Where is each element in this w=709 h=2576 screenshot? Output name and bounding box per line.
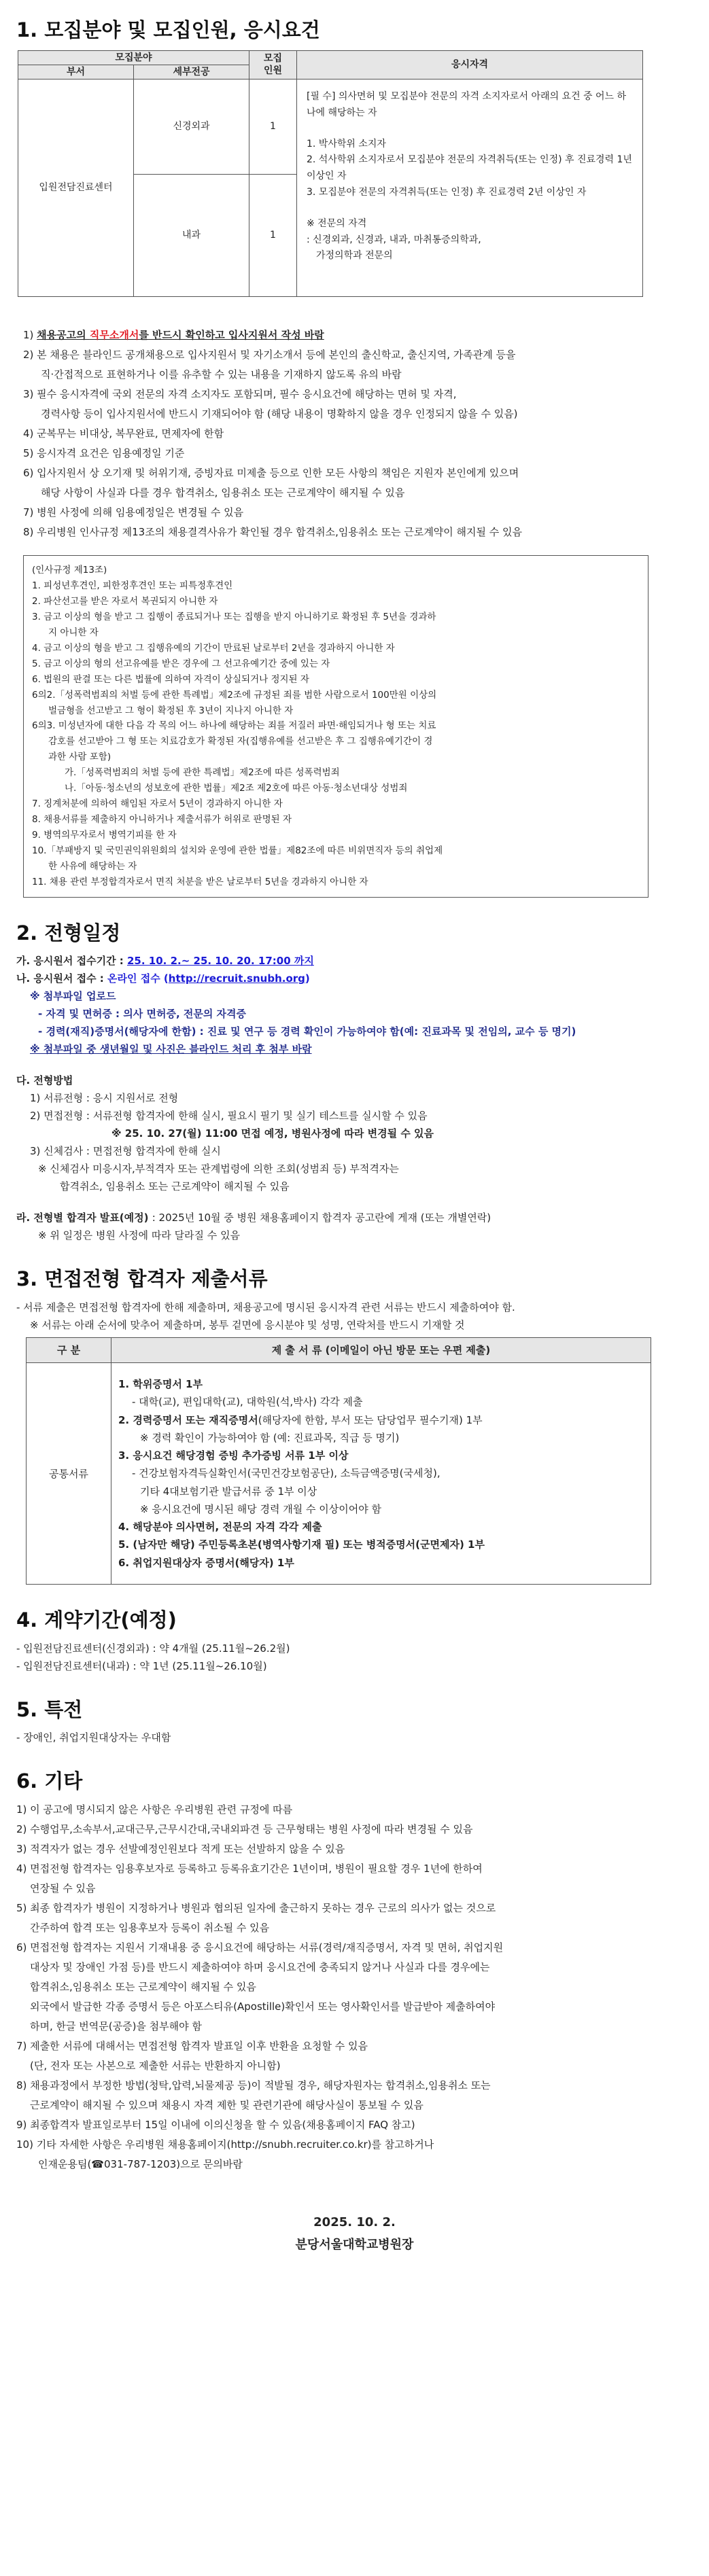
hospital-name: 분당서울대학교병원장 xyxy=(295,2237,414,2252)
disqualification-line: 나.「아동·청소년의 성보호에 관한 법률」제2조 제2호에 따른 아동·청소년대상 성범죄 xyxy=(65,783,408,794)
etc-item: 1) 이 공고에 명시되지 않은 사항은 우리병원 관련 규정에 따름 xyxy=(16,1803,293,1816)
contract-line: - 입원전담진료센터(신경외과) : 약 4개월 (25.11월~26.2월) xyxy=(16,1642,290,1655)
announcement-text: : 2025년 10월 중 병원 채용홈페이지 합격자 공고란에 게재 (또는 개별연락) xyxy=(152,1212,491,1224)
subspecialty-cell: 내과 xyxy=(134,175,249,297)
qual-line: 2. 석사학위 소지자로서 모집분야 전문의 자격취득(또는 인정) 후 진료경력 1년 이상인 자 xyxy=(307,154,632,182)
note-2-cont: 직·간접적으로 표현하거나 이를 유추할 수 있는 내용을 기재하지 않도록 유의 바람 xyxy=(41,368,402,381)
documents-cell xyxy=(111,1363,651,1585)
etc-item: 10) 기타 자세한 사항은 우리병원 채용홈페이지(http://snubh.recruiter.co.kr)를 참고하거나 xyxy=(16,2138,434,2151)
section-4-title: 4. 계약기간(예정) xyxy=(16,1608,177,1631)
etc-item-cont: 근로계약이 해지될 수 있으며 채용시 자격 제한 및 관련기관에 해당사실이 통보될 수 있음 xyxy=(30,2098,423,2111)
note-text: 채용공고의 xyxy=(37,329,90,342)
note-6-cont: 해당 사항이 사실과 다를 경우 합격취소, 임용취소 또는 근로계약이 해지될 수 있음 xyxy=(41,487,405,499)
doc-item: 1. 학위증명서 1부 xyxy=(118,1378,203,1391)
upload-item: - 경력(재직)증명서(해당자에 한함) : 진료 및 연구 등 경력 확인이 가능하여야 함(예: 진료과목 및 전임의, 교수 등 명기) xyxy=(38,1025,576,1038)
disqualification-line: 3. 금고 이상의 형을 받고 그 집행이 종료되거나 또는 집행을 받지 아니하기로 확정된 후 5년을 경과하 xyxy=(32,611,436,622)
disqualification-line: 5. 금고 이상의 형의 선고유예를 받은 경우에 그 선고유예기간 중에 있는 자 xyxy=(32,658,330,669)
method-item: 2) 면접전형 : 서류전형 합격자에 한해 실시, 필요시 필기 및 실기 테스트를 실시할 수 있음 xyxy=(30,1110,428,1123)
etc-item-cont: 외국에서 발급한 각종 증명서 등은 아포스티유(Apostille)확인서 또는 영사확인서를 발급받아 제출하여야 xyxy=(30,2000,496,2013)
disqualification-line: 11. 채용 관련 부정합격자로서 면직 처분을 받은 날로부터 5년을 경과하지 아니한 자 xyxy=(32,876,368,887)
disqualification-line: 6의2.「성폭력범죄의 처벌 등에 관한 특례법」제2조에 규정된 죄를 범한 사람으로서 100만원 이상의 xyxy=(32,689,437,701)
header-field: 모집분야 xyxy=(18,50,249,65)
section-recruitment-fields xyxy=(16,18,693,898)
disqualification-line: 한 사유에 해당하는 자 xyxy=(48,860,137,872)
disqualification-line: 감호를 선고받아 그 형 또는 치료감호가 확정된 자(집행유예를 선고받은 후 그 집행유예기간이 경 xyxy=(48,736,433,747)
section-6-title: 6. 기타 xyxy=(16,1769,83,1793)
qualification-cell xyxy=(297,80,643,297)
method-item: 1) 서류전형 : 응시 지원서로 전형 xyxy=(30,1092,179,1105)
etc-item-cont: (단, 전자 또는 사본으로 제출한 서류는 반환하지 아니함) xyxy=(30,2059,281,2072)
header-subspecialty: 세부전공 xyxy=(134,65,249,79)
upload-title: ※ 첨부파일 업로드 xyxy=(30,990,116,1003)
benefit-line: - 장애인, 취업지원대상자는 우대함 xyxy=(16,1731,171,1744)
etc-item-cont: 연장될 수 있음 xyxy=(30,1882,96,1894)
disqualification-line: 8. 채용서류를 제출하지 아니하거나 제출서류가 허위로 판명된 자 xyxy=(32,814,292,826)
recruitment-table xyxy=(18,50,643,297)
section-benefits xyxy=(16,1697,693,1746)
recruit-link[interactable]: http://recruit.snubh.org xyxy=(168,972,305,985)
disqualification-box xyxy=(23,555,649,898)
method-label: 다. 전형방법 xyxy=(16,1074,73,1087)
method-note: 합격취소, 임용취소 또는 근로계약이 해지될 수 있음 xyxy=(60,1180,290,1193)
documents-intro-note: ※ 서류는 아래 순서에 맞추어 제출하며, 봉투 겉면에 응시분야 및 성명, 연락처를 반드시 기재할 것 xyxy=(30,1319,465,1332)
note-6: 6) 입사지원서 상 오기재 및 허위기재, 증빙자료 미제출 등으로 인한 모든 사항의 책임은 지원자 본인에게 있으며 xyxy=(23,467,519,480)
header-qualification: 응시자격 xyxy=(297,50,643,79)
count-cell: 1 xyxy=(249,175,297,297)
notice-date: 2025. 10. 2. xyxy=(313,2215,396,2229)
disqualification-line: 1. 피성년후견인, 피한정후견인 또는 피특정후견인 xyxy=(32,580,233,591)
doc-detail: ※ 응시요건에 명시된 해당 경력 개월 수 이상이어야 함 xyxy=(140,1502,382,1515)
doc-detail: - 대학(교), 편입대학(교), 대학원(석,박사) 각각 제출 xyxy=(132,1396,363,1409)
section-1-title: 1. 모집분야 및 모집인원, 응시요건 xyxy=(16,18,320,41)
etc-item: 5) 최종 합격자가 병원이 지정하거나 병원과 협의된 일자에 출근하지 못하는 경우 근로의 의사가 없는 것으로 xyxy=(16,1901,496,1914)
subspecialty-cell: 신경외과 xyxy=(134,80,249,175)
note-1 xyxy=(23,327,693,343)
doc-item-rest: (해당자에 한함, 부서 또는 담당업무 필수기재) 1부 xyxy=(258,1413,483,1426)
doc-item: 4. 해당분야 의사면허, 전문의 자격 각각 제출 xyxy=(118,1521,322,1534)
section-5-title: 5. 특전 xyxy=(16,1697,83,1721)
disqualification-line: 9. 병역의무자로서 병역기피를 한 자 xyxy=(32,830,177,841)
disqualification-line: 가.「성폭력범죄의 처벌 등에 관한 특례법」제2조에 따른 성폭력범죄 xyxy=(65,767,340,779)
announcement xyxy=(16,1210,693,1226)
header-documents: 제 출 서 류 (이메일이 아닌 방문 또는 우편 제출) xyxy=(111,1338,651,1363)
doc-item: 6. 취업지원대상자 증명서(해당자) 1부 xyxy=(118,1556,294,1569)
application-notes xyxy=(16,327,693,540)
header-count: 모집 인원 xyxy=(249,50,297,79)
label: 나. 응시원서 접수 : xyxy=(16,972,108,985)
etc-item-cont: 합격취소,임용취소 또는 근로계약이 해지될 수 있음 xyxy=(30,1980,256,1993)
documents-table xyxy=(26,1337,651,1585)
etc-item: 9) 최종합격자 발표일로부터 15일 이내에 이의신청을 할 수 있음(채용홈페이지 FAQ 참고) xyxy=(16,2118,415,2131)
header-dept: 부서 xyxy=(18,65,134,79)
note-3-cont: 경력사항 등이 입사지원서에 반드시 기재되어야 함 (해당 내용이 명확하지 않을 경우 인정되지 않을 수 있음) xyxy=(41,408,518,421)
application-period xyxy=(16,953,693,969)
disqualification-line: 4. 금고 이상의 형을 받고 그 집행유예의 기간이 만료된 날로부터 2년을 경과하지 아니한 자 xyxy=(32,642,395,654)
note-number: 1) xyxy=(23,329,37,342)
section-etc xyxy=(16,1769,693,2172)
disqualification-line: (인사규정 제13조) xyxy=(32,565,107,576)
doc-item: 5. (남자만 해당) 주민등록초본(병역사항기재 필) 또는 병적증명서(군면제자) 1부 xyxy=(118,1538,485,1551)
disqualification-line: 벌금형을 선고받고 그 형이 확정된 후 3년이 지나지 아니한 자 xyxy=(48,705,294,716)
note-text xyxy=(37,329,324,341)
disqualification-line: 6의3. 미성년자에 대한 다음 각 목의 어느 하나에 해당하는 죄를 저질러 파면·해임되거나 형 또는 치료 xyxy=(32,720,436,732)
etc-item-cont: 하며, 한글 번역문(공증)을 첨부해야 함 xyxy=(30,2019,202,2032)
doc-item-bold: 2. 경력증명서 또는 재직증명서 xyxy=(118,1413,258,1426)
qual-line: : 신경외과, 신경과, 내과, 마취통증의학과, xyxy=(307,234,481,245)
section-documents xyxy=(16,1267,693,1584)
contract-line: - 입원전담진료센터(내과) : 약 1년 (25.11월~26.10월) xyxy=(16,1659,267,1672)
doc-detail: - 건강보험자격득실확인서(국민건강보험공단), 소득금액증명(국세청), xyxy=(132,1467,440,1480)
header-division: 구 분 xyxy=(27,1338,111,1363)
etc-item: 3) 적격자가 없는 경우 선발예정인원보다 적게 또는 선발하지 않을 수 있음 xyxy=(16,1842,345,1855)
note-8: 8) 우리병원 인사규정 제13조의 채용결격사유가 확인될 경우 합격취소,임용취소 또는 근로계약이 해지될 수 있음 xyxy=(23,526,523,539)
note-4: 4) 군복무는 비대상, 복무완료, 면제자에 한함 xyxy=(23,427,224,440)
etc-item: 6) 면접전형 합격자는 지원서 기재내용 중 응시요건에 해당하는 서류(경력/재직증명서, 자격 및 면허, 취업지원 xyxy=(16,1941,504,1954)
doc-detail: 기타 4대보험기관 발급서류 중 1부 이상 xyxy=(140,1485,317,1498)
etc-item: 4) 면접전형 합격자는 임용후보자로 등록하고 등록유효기간은 1년이며, 병원이 필요할 경우 1년에 한하여 xyxy=(16,1862,483,1875)
upload-note: ※ 첨부파일 중 생년월일 및 사진은 블라인드 처리 후 첨부 바람 xyxy=(30,1043,312,1056)
qual-line: 가정의학과 전문의 xyxy=(316,250,393,262)
qual-line: [필 수] 의사면허 및 모집분야 전문의 자격 소지자로서 아래의 요건 중 어느 하나에 해당하는 자 xyxy=(307,91,627,118)
disqualification-line: 과한 사람 포함) xyxy=(48,752,111,763)
disqualification-line: 2. 파산선고를 받은 자로서 복권되지 아니한 자 xyxy=(32,595,218,607)
etc-item-cont: 대상자 및 장애인 가점 등)를 반드시 제출하여야 하며 응시요건에 충족되지 않거나 사실과 다를 경우에는 xyxy=(30,1960,490,1973)
label: 라. 전형별 합격자 발표(예정) xyxy=(16,1212,152,1224)
section-contract xyxy=(16,1608,693,1674)
category-cell: 공통서류 xyxy=(27,1363,111,1585)
qual-line: ※ 전문의 자격 xyxy=(307,217,367,229)
etc-item-cont: 간주하여 합격 또는 임용후보자 등록이 취소될 수 있음 xyxy=(30,1921,270,1934)
note-text: 를 반드시 확인하고 입사지원서 작성 바람 xyxy=(139,329,324,342)
note-2: 2) 본 채용은 블라인드 공개채용으로 입사지원서 및 자기소개서 등에 본인의 출신학교, 출신지역, 가족관계 등을 xyxy=(23,349,516,361)
qual-line: 1. 박사학위 소지자 xyxy=(307,138,386,149)
announcement-note: ※ 위 일정은 병원 사정에 따라 달라질 수 있음 xyxy=(38,1229,241,1242)
etc-item: 2) 수행업무,소속부서,교대근무,근무시간대,국내외파견 등 근무형태는 병원 사정에 따라 변경될 수 있음 xyxy=(16,1822,473,1835)
note-5: 5) 응시자격 요건은 임용예정일 기준 xyxy=(23,447,185,460)
label: 가. 응시원서 접수기간 : xyxy=(16,955,127,968)
qual-line: 3. 모집분야 전문의 자격취득(또는 인정) 후 진료경력 2년 이상인 자 xyxy=(307,187,587,198)
method-close: ) xyxy=(305,972,310,985)
note-7: 7) 병원 사정에 의해 임용예정일은 변경될 수 있음 xyxy=(23,506,244,519)
etc-item-cont: 인재운용팀(☎031-787-1203)으로 문의바람 xyxy=(38,2157,243,2170)
note-3: 3) 필수 응시자격에 국외 전문의 자격 소지자도 포함되며, 필수 응시요건에 해당하는 면허 및 자격, xyxy=(23,388,457,401)
method-note: ※ 신체검사 미응시자,부적격자 또는 관계법령에 의한 조회(성범죄 등) 부적격자는 xyxy=(38,1163,399,1176)
method-item: 3) 신체검사 : 면접전형 합격자에 한해 실시 xyxy=(30,1145,221,1158)
interview-note: ※ 25. 10. 27(월) 11:00 면접 예정, 병원사정에 따라 변경될 수 있음 xyxy=(111,1127,434,1140)
disqualification-line: 10.「부패방지 및 국민권익위원회의 설치와 운영에 관한 법률」제82조에 따른 비위면직자 등의 취업제 xyxy=(32,845,443,856)
doc-item: 3. 응시요건 해당경험 증빙 추가증빙 서류 1부 이상 xyxy=(118,1449,349,1462)
disqualification-line: 지 아니한 자 xyxy=(48,627,99,638)
notice-footer xyxy=(16,2213,693,2255)
disqualification-line: 6. 법원의 판결 또는 다른 법률에 의하여 자격이 상실되거나 정지된 자 xyxy=(32,673,309,685)
section-2-title: 2. 전형일정 xyxy=(16,921,121,945)
dept-cell: 입원전담진료센터 xyxy=(18,80,134,297)
count-cell: 1 xyxy=(249,80,297,175)
section-3-title: 3. 면접전형 합격자 제출서류 xyxy=(16,1267,268,1291)
doc-item xyxy=(118,1411,644,1429)
disqualification-line: 7. 징계처분에 의하여 해임된 자로서 5년이 경과하지 아니한 자 xyxy=(32,798,283,810)
application-method xyxy=(16,970,693,987)
etc-item: 8) 채용과정에서 부정한 방법(청탁,압력,뇌물제공 등)이 적발될 경우, 해당자원자는 합격취소,임용취소 또는 xyxy=(16,2079,491,2092)
period-value: 25. 10. 2.~ 25. 10. 20. 17:00 까지 xyxy=(127,955,314,968)
highlight-text: 직무소개서 xyxy=(89,329,139,342)
method-value: 온라인 접수 ( xyxy=(107,972,169,985)
documents-intro: - 서류 제출은 면접전형 합격자에 한해 제출하며, 채용공고에 명시된 응시자격 관련 서류는 반드시 제출하여야 함. xyxy=(16,1301,515,1314)
upload-item: - 자격 및 면허증 : 의사 면허증, 전문의 자격증 xyxy=(38,1008,247,1021)
etc-item: 7) 제출한 서류에 대해서는 면접전형 합격자 발표일 이후 반환을 요청할 수 있음 xyxy=(16,2039,368,2052)
doc-detail: ※ 경력 확인이 가능하여야 함 (예: 진료과목, 직급 등 명기) xyxy=(140,1431,400,1444)
section-schedule xyxy=(16,921,693,1244)
